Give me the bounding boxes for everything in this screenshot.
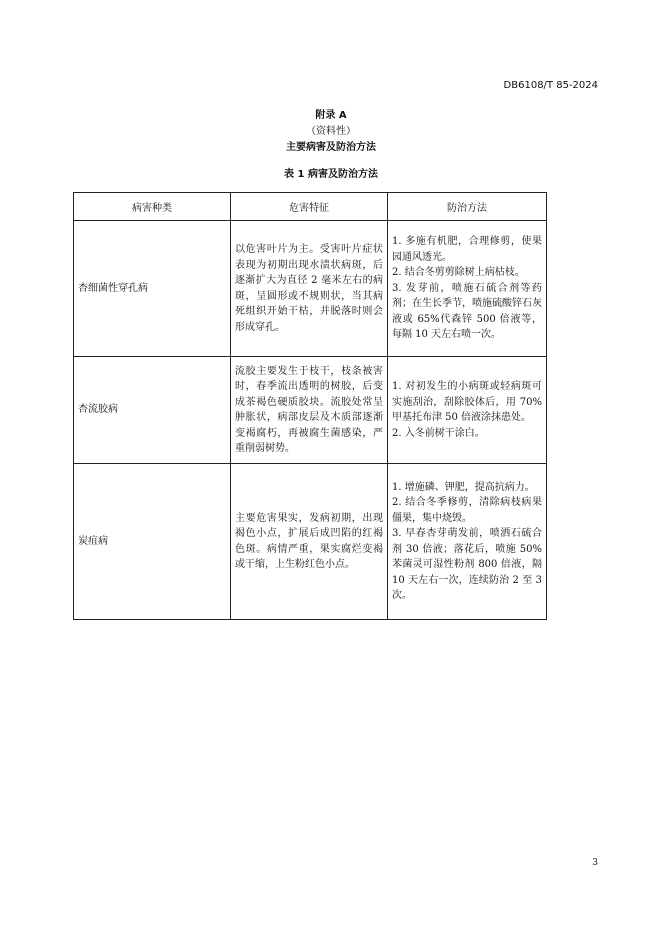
symptoms-cell: 以危害叶片为主。受害叶片症状表现为初期出现水渍状病斑，后逐渐扩大为直径 2 毫米左右的病斑，呈圆形或不规则状，当其病死组织开始干枯，并脱落时则会形成穿孔。 bbox=[230, 221, 387, 357]
appendix-type: （资料性） bbox=[306, 126, 356, 137]
table-row bbox=[74, 464, 547, 620]
table-row bbox=[74, 357, 547, 464]
column-header-disease-type: 病害种类 bbox=[74, 193, 231, 221]
table-row bbox=[74, 221, 547, 357]
appendix-label: 附录 A bbox=[315, 110, 347, 121]
control-methods-cell: 1. 对初发生的小病斑或轻病斑可实施刮治，刮除胶体后，用 70%甲基托布津 50 倍液涂抹患处。 2. 入冬前树干涂白。 bbox=[387, 357, 546, 464]
control-methods-cell: 1. 增施磷、钾肥，提高抗病力。 2. 结合冬季修剪，清除病枝病果僵果，集中烧毁。 3. 早春杏芽萌发前，喷洒石硫合剂 30 倍液；落花后，喷施 50%苯菌灵可湿性粉剂 800 倍液，隔 10 天左右一次，连续防治 2 至 3 次。 bbox=[387, 464, 546, 620]
column-header-symptoms: 危害特征 bbox=[230, 193, 387, 221]
document-code: DB6108/T 85-2024 bbox=[503, 80, 598, 91]
symptoms-cell: 流胶主要发生于枝干，枝条被害时，春季流出透明的树胶，后变成茶褐色硬质胶块。流胶处常呈肿胀状，病部皮层及木质部逐渐变褐腐朽，再被腐生菌感染，严重削弱树势。 bbox=[230, 357, 387, 464]
table-header-row bbox=[74, 193, 547, 221]
page-number: 3 bbox=[592, 858, 598, 868]
appendix-title: 主要病害及防治方法 bbox=[286, 142, 376, 153]
control-methods-cell: 1. 多施有机肥，合理修剪，使果园通风透光。 2. 结合冬剪剪除树上病枯枝。 3. 发芽前，喷施石硫合剂等药剂；在生长季节，喷施硫酸锌石灰液或 65%代森锌 500 倍液等，每隔 10 天左右喷一次。 bbox=[387, 221, 546, 357]
disease-type-cell: 炭疽病 bbox=[74, 464, 231, 620]
symptoms-cell: 主要危害果实，发病初期，出现褐色小点，扩展后成凹陷的红褐色斑。病情严重，果实腐烂变褐或干缩，上生粉红色小点。 bbox=[230, 464, 387, 620]
disease-table bbox=[73, 192, 547, 620]
column-header-control-methods: 防治方法 bbox=[387, 193, 546, 221]
disease-type-cell: 杏细菌性穿孔病 bbox=[74, 221, 231, 357]
table-caption: 表 1 病害及防治方法 bbox=[284, 169, 378, 180]
disease-type-cell: 杏流胶病 bbox=[74, 357, 231, 464]
